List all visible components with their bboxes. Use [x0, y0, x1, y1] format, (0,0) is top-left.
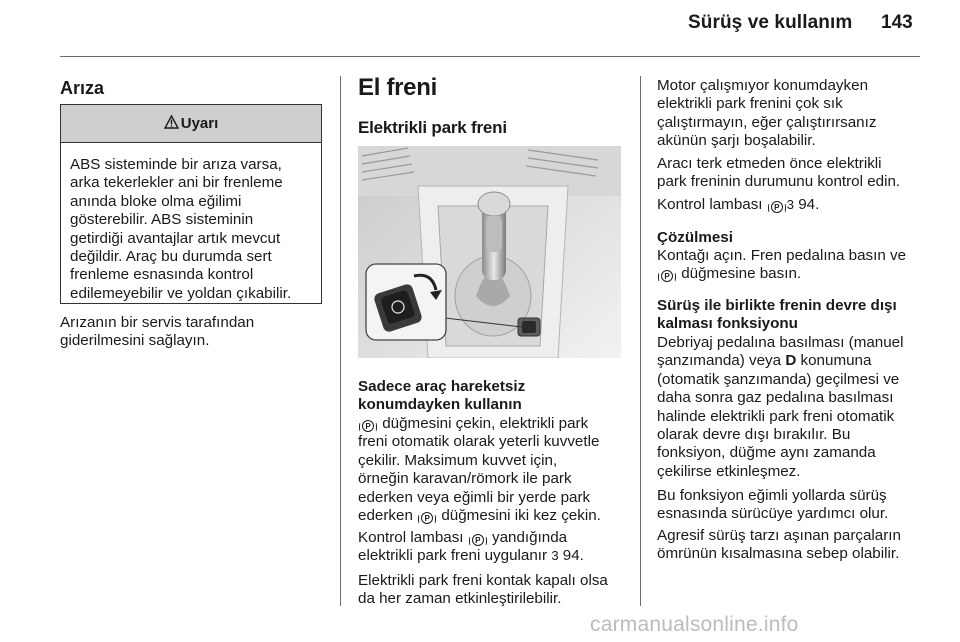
header-rule — [60, 56, 920, 57]
text-line: çalıştırmayın, eğer çalıştırırsanız — [657, 113, 877, 131]
warning-line: edilemeyebilir ve yoldan çıkabilir. — [70, 284, 292, 302]
paragraph-battery-warning — [657, 77, 876, 151]
warning-line: değildir. Araç bu durumda sert — [70, 248, 272, 266]
watermark: carmanualsonline.info — [590, 613, 799, 636]
paragraph-auto-release — [657, 334, 904, 481]
text-line: Sadece araç hareketsiz — [358, 378, 526, 395]
text-line: daha sonra gaz pedalına basılması — [657, 389, 894, 407]
text-line: Arızanın bir servis tarafından — [60, 314, 255, 331]
text-line: ederken P düğmesini iki kez çekin. — [358, 507, 601, 525]
column-divider-1 — [340, 76, 341, 606]
warning-line: arka tekerlekler ani bir frenleme — [70, 174, 283, 192]
paragraph-pull-switch — [358, 415, 601, 525]
warning-header — [61, 105, 321, 143]
text-line: Debriyaj pedalına basılması (manuel — [657, 334, 904, 351]
text-line: Agresif sürüş tarzı aşınan parçaların — [657, 527, 901, 544]
text-line: esnasında sürücüye yardımcı olur. — [657, 505, 889, 523]
page-number: 143 — [881, 12, 913, 33]
page-ref-icon[interactable]: 3 — [551, 548, 559, 564]
paragraph-release — [657, 247, 906, 284]
car-console-photo — [358, 146, 621, 358]
page-ref-icon[interactable]: 3 — [786, 197, 794, 212]
electric-parking-brake-icon: P — [417, 507, 437, 525]
electric-parking-brake-icon: P — [657, 265, 677, 283]
text-line: fonksiyon, düğme aynı zamanda — [657, 444, 876, 462]
electric-parking-brake-icon: P — [767, 196, 787, 214]
warning-line: ABS sisteminde bir arıza varsa, — [70, 156, 282, 173]
text-line: Aracı terk etmeden önce elektrikli — [657, 155, 882, 172]
paragraph-always-activatable — [358, 572, 608, 609]
text-line: çekilir. Maksimum kuvvet için, — [358, 451, 558, 469]
paragraph-control-lamp — [358, 529, 584, 566]
text-line: olarak devre dışı bırakılır. Bu — [657, 426, 851, 444]
text-line: (otomatik şanzımanda) geçilmesi ve — [657, 370, 900, 388]
text-line: çekilirse etkinleşmez. — [657, 462, 801, 480]
text-line: Kontrol lambası P yandığında — [358, 529, 568, 546]
page-header-title: Sürüş ve kullanım — [688, 12, 853, 33]
text-line: ederken veya eğimli bir yerde park — [358, 488, 591, 506]
text-line: giderilmesini sağlayın. — [60, 332, 210, 350]
text-line: örneğin karavan/römork ile park — [358, 470, 572, 488]
subheading-only-stationary — [358, 378, 525, 415]
warning-line: frenleme esnasında kontrol — [70, 266, 254, 284]
text-line: park freninin durumunu kontrol edin. — [657, 173, 901, 191]
warning-title: Uyarı — [180, 115, 219, 132]
electric-parking-brake-icon: P — [468, 529, 488, 547]
warning-line: getirdiği avantajlar artık mevcut — [70, 229, 281, 247]
warning-box — [60, 104, 322, 304]
section-heading-el-freni: El freni — [358, 74, 437, 101]
electric-parking-brake-icon: P — [358, 415, 378, 433]
text-line: konumdayken kullanın — [358, 396, 522, 414]
text-line: kalması fonksiyonu — [657, 315, 798, 333]
warning-line: anında bloke olma eğilimi — [70, 192, 242, 210]
text-line: P düğmesini çekin, elektrikli park — [358, 415, 601, 433]
service-paragraph — [60, 314, 254, 351]
text-line: ömrünün kısalmasına sebep olabilir. — [657, 545, 900, 563]
paragraph-control-lamp-ref — [657, 196, 819, 214]
text-line: P düğmesine basın. — [657, 265, 906, 283]
subheading-drive-away-release — [657, 297, 897, 334]
text-line: Elektrikli park freni kontak kapalı olsa — [358, 572, 608, 589]
subheading-elektrikli-park-freni: Elektrikli park freni — [358, 118, 507, 137]
text-line: Kontağı açın. Fren pedalına basın ve — [657, 247, 907, 264]
text-line: elektrikli park frenini çok sık — [657, 95, 843, 113]
paragraph-check-before-leaving — [657, 155, 900, 192]
text-line: Motor çalışmıyor konumdayken — [657, 77, 869, 94]
text-line: Kontrol lambası P 3 94. — [657, 196, 820, 213]
text-line: freni otomatik olarak yeterli kuvvetle — [358, 433, 600, 451]
text-line: Sürüş ile birlikte frenin devre dışı — [657, 297, 897, 314]
paragraph-aggressive-driving — [657, 527, 901, 564]
subheading-cozulmesi: Çözülmesi — [657, 229, 733, 246]
warning-text — [61, 143, 321, 303]
text-line: akünün şarjı boşalabilir. — [657, 132, 816, 150]
text-line: halinde elektrikli park freni otomatik — [657, 407, 895, 425]
section-heading-ariza: Arıza — [60, 78, 105, 98]
text-line: Bu fonksiyon eğimli yollarda sürüş — [657, 487, 887, 504]
warning-line: gösterebilir. ABS sisteminin — [70, 211, 254, 229]
column-divider-2 — [640, 76, 641, 606]
text-line: elektrikli park freni uygulanır 3 94. — [358, 547, 584, 565]
warning-triangle-icon — [164, 115, 179, 133]
text-line: da her zaman etkinleştirilebilir. — [358, 590, 562, 608]
paragraph-slope-help — [657, 487, 888, 524]
text-line: şanzımanda) veya D konumuna — [657, 352, 872, 370]
